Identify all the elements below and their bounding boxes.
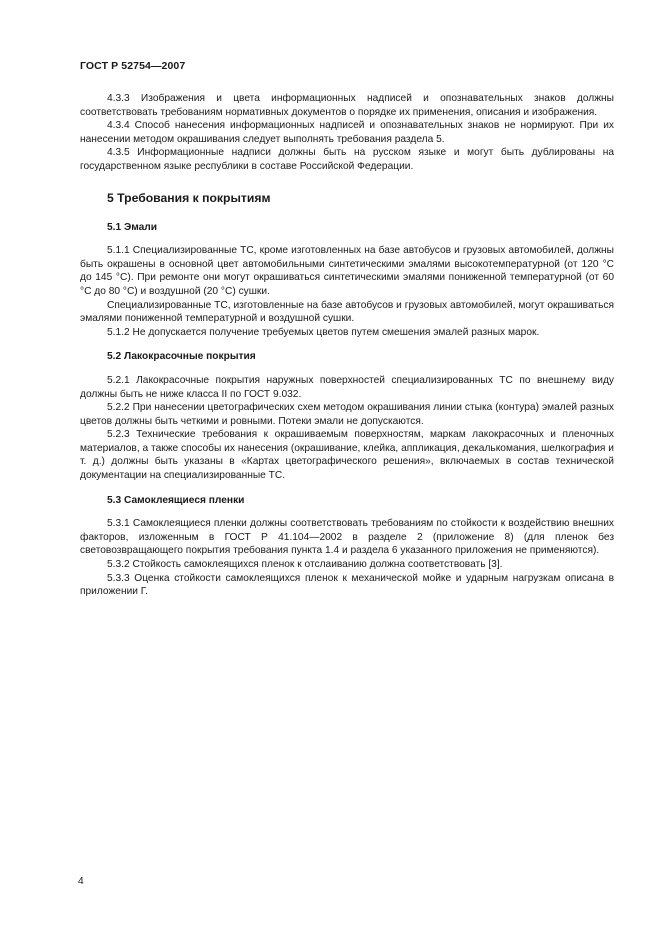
paragraph-5-3-2: 5.3.2 Стойкость самоклеящихся пленок к отслаиванию должна соответствовать [3]. xyxy=(107,559,503,571)
document-body xyxy=(80,92,614,599)
page-number: 4 xyxy=(78,876,84,887)
paragraph-5-2-3: 5.2.3 Технические требования к окрашиваемым поверхностям, маркам лакокрасочных и пленочных материалов, а также способы их нанесения (окрашивание, клейка, аппликация, декалькомания, шелкография и т. д.) должны быть указаны в «Картах цветографического решения», включаемых в состав технической документации на специализированные ТС. xyxy=(80,429,614,482)
paragraph-5-3-1: 5.3.1 Самоклеящиеся пленки должны соответствовать требованиям по стойкости к воздействию внешних факторов, изложенным в ГОСТ Р 41.104—2002 в разделе 2 (приложение 8) (для пленок без световозвращающего покрытия требования пункта 1.4 и раздела 6 указанного приложения не применяются). xyxy=(80,518,614,557)
paragraph-5-3-3: 5.3.3 Оценка стойкости самоклеящихся пленок к механической мойке и ударным нагрузкам описана в приложении Г. xyxy=(80,572,614,598)
section-5-1-heading: 5.1 Эмали xyxy=(107,221,158,233)
document-header: ГОСТ Р 52754—2007 xyxy=(80,60,186,72)
paragraph-5-1-2: 5.1.2 Не допускается получение требуемых цветов путем смешения эмалей разных марок. xyxy=(107,326,540,338)
paragraph-5-1-1-cont: Специализированные ТС, изготовленные на базе автобусов и грузовых автомобилей, могут окрашиваться эмалями пониженной температурной и воздушной сушки. xyxy=(80,299,614,325)
paragraph-4-3-4: 4.3.4 Способ нанесения информационных надписей и опознавательных знаков не нормируют. При их нанесении методом окрашивания следует выполнять требования раздела 5. xyxy=(80,120,614,145)
paragraph-5-1-1: 5.1.1 Специализированные ТС, кроме изготовленных на базе автобусов и грузовых автомобилей, должны быть окрашены в основной цвет автомобильными синтетическими эмалями высокотемпературной (от 120 °С до 145 °С). При ремонте они могут окрашиваться синтетическими эмалями пониженной температурной (от 60 °С до 80 °С) и воздушной (20 °С) сушки. xyxy=(80,245,614,297)
paragraph-5-2-1: 5.2.1 Лакокрасочные покрытия наружных поверхностей специализированных ТС по внешнему виду должны быть не ниже класса II по ГОСТ 9.032. xyxy=(80,374,614,400)
paragraph-4-3-5: 4.3.5 Информационные надписи должны быть на русском языке и могут быть дублированы на государственном языке республики в составе Российской Федерации. xyxy=(80,147,614,172)
paragraph-5-2-2: 5.2.2 При нанесении цветографических схем методом окрашивания линии стыка (контура) эмалей разных цветов должны быть четкими и ровными. Потеки эмали не допускаются. xyxy=(80,402,614,427)
section-5-2-heading: 5.2 Лакокрасочные покрытия xyxy=(107,351,256,363)
paragraph-4-3-3: 4.3.3 Изображения и цвета информационных надписей и опознавательных знаков должны соответствовать требованиям нормативных документов о порядке их применения, описания и изображения. xyxy=(80,93,614,118)
section-5-3-heading: 5.3 Самоклеящиеся пленки xyxy=(107,494,245,506)
section-5-heading: 5 Требования к покрытиям xyxy=(107,190,271,205)
